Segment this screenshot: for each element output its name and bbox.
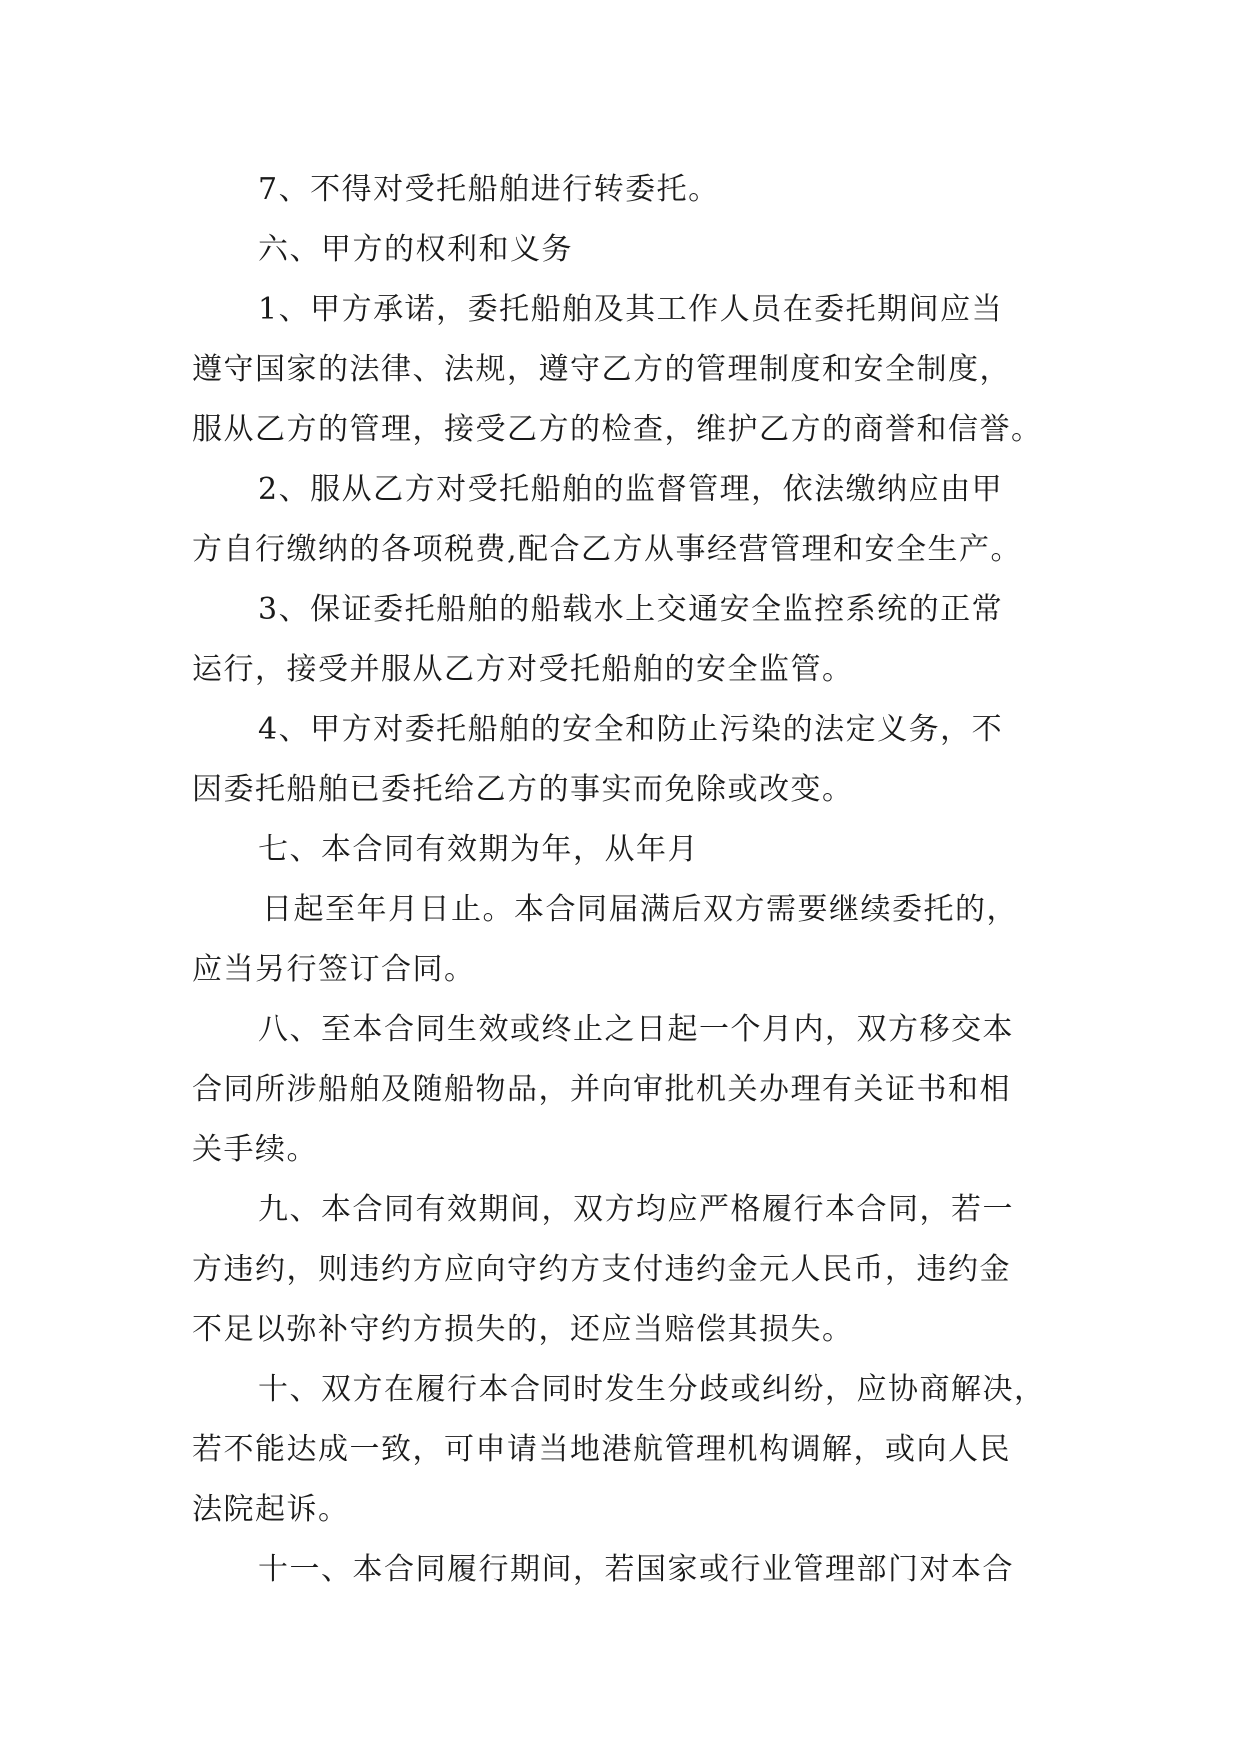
clause-9-breach	[0, 1180, 1241, 1360]
clause-7-term-continued	[0, 880, 1241, 1000]
clause-a2-supervision	[0, 460, 1241, 580]
text-line: 十、双方在履行本合同时发生分歧或纠纷，应协商解决，	[258, 1372, 1046, 1407]
text-line: 因委托船舶已委托给乙方的事实而免除或改变。	[192, 772, 854, 807]
text-line: 十一、本合同履行期间，若国家或行业管理部门对本合	[258, 1552, 1014, 1587]
text-line: 法院起诉。	[192, 1492, 350, 1527]
clause-a4-safety-obligation	[0, 700, 1241, 820]
clause-11-policy-change	[0, 1540, 1241, 1600]
text-line: 7、不得对受托船舶进行转委托。	[258, 172, 720, 207]
text-line: 3、保证委托船舶的船载水上交通安全监控系统的正常	[258, 592, 1004, 627]
text-line: 九、本合同有效期间，双方均应严格履行本合同，若一	[258, 1192, 1014, 1227]
text-line: 方自行缴纳的各项税费,配合乙方从事经营管理和安全生产。	[192, 532, 1023, 567]
clause-7-term	[0, 820, 1241, 880]
clause-a1-compliance	[0, 280, 1241, 460]
text-line: 关手续。	[192, 1132, 318, 1167]
clause-10-disputes	[0, 1360, 1241, 1540]
text-line: 1、甲方承诺，委托船舶及其工作人员在委托期间应当	[258, 292, 1004, 327]
text-line: 不足以弥补守约方损失的，还应当赔偿其损失。	[192, 1312, 854, 1347]
text-line: 4、甲方对委托船舶的安全和防止污染的法定义务，不	[258, 712, 1004, 747]
section-heading-party-a-rights	[0, 220, 1241, 280]
text-line: 八、至本合同生效或终止之日起一个月内，双方移交本	[258, 1012, 1014, 1047]
text-line: 应当另行签订合同。	[192, 952, 476, 987]
text-line: 方违约，则违约方应向守约方支付违约金元人民币，违约金	[192, 1252, 1011, 1287]
text-line: 遵守国家的法律、法规，遵守乙方的管理制度和安全制度，	[192, 352, 1011, 387]
clause-7-no-subdelegation	[0, 160, 1241, 220]
clause-a3-monitoring-system	[0, 580, 1241, 700]
text-line: 若不能达成一致，可申请当地港航管理机构调解，或向人民	[192, 1432, 1011, 1467]
clause-8-handover	[0, 1000, 1241, 1180]
text-line: 七、本合同有效期为年，从年月	[258, 832, 699, 867]
text-line: 合同所涉船舶及随船物品，并向审批机关办理有关证书和相	[192, 1072, 1011, 1107]
text-line: 服从乙方的管理，接受乙方的检查，维护乙方的商誉和信誉。	[192, 412, 1043, 447]
text-line: 日起至年月日止。本合同届满后双方需要继续委托的，	[262, 892, 1018, 927]
text-line: 2、服从乙方对受托船舶的监督管理，依法缴纳应由甲	[258, 472, 1004, 507]
text-line: 六、甲方的权利和义务	[258, 232, 573, 267]
text-line: 运行，接受并服从乙方对受托船舶的安全监管。	[192, 652, 854, 687]
